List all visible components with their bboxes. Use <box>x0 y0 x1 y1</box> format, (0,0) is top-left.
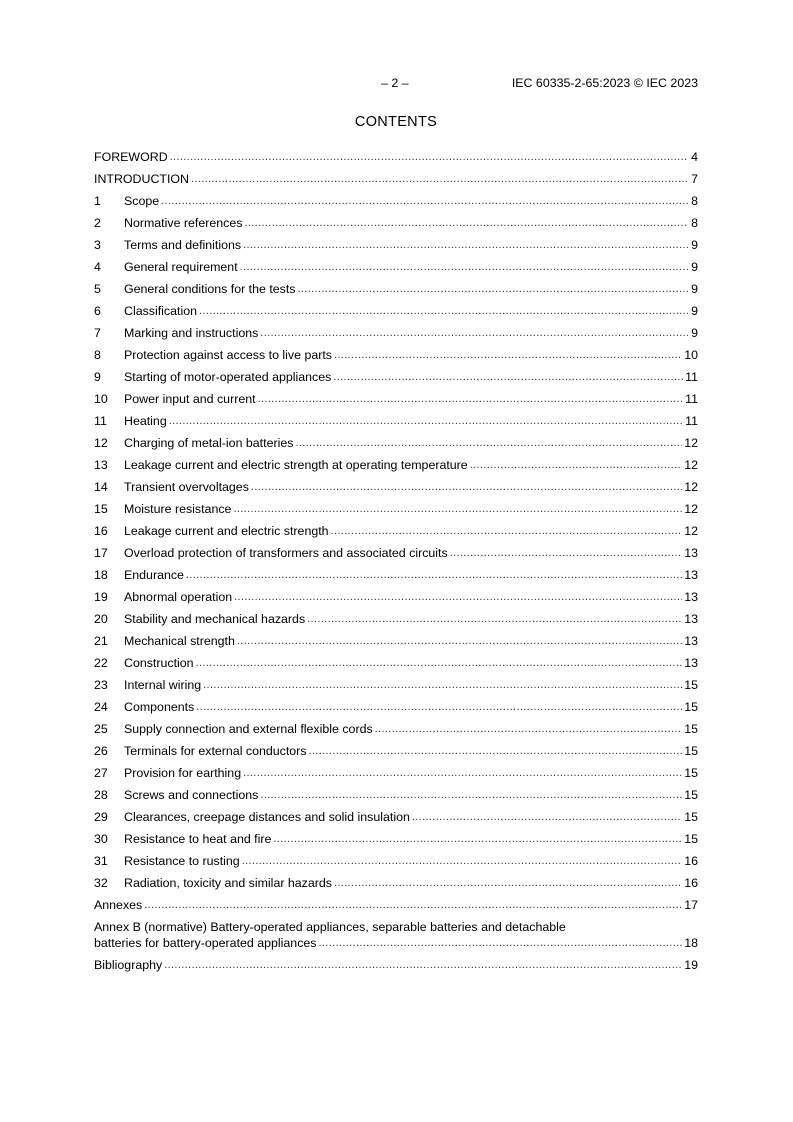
toc-entry-annexes[interactable] <box>94 893 698 915</box>
toc-entry-clause-7[interactable] <box>94 321 698 343</box>
toc-entry-number: 15 <box>94 502 108 516</box>
toc-entry-number: 31 <box>94 854 108 868</box>
table-of-contents <box>94 145 698 975</box>
toc-entry-label: General requirement <box>124 260 238 274</box>
toc-entry-clause-13[interactable] <box>94 453 698 475</box>
toc-entry-label: Power input and current <box>124 392 256 406</box>
toc-entry-label: Internal wiring <box>124 678 202 692</box>
toc-entry-number: 8 <box>94 348 101 362</box>
toc-entry-page: 15 <box>684 722 698 736</box>
toc-entry-clause-15[interactable] <box>94 497 698 519</box>
toc-entry-number: 6 <box>94 304 101 318</box>
toc-entry-number: 23 <box>94 678 108 692</box>
toc-entry-number: 1 <box>94 194 101 208</box>
toc-entry-label: Stability and mechanical hazards <box>124 612 306 626</box>
toc-entry-page: 18 <box>684 936 698 950</box>
toc-entry-page: 13 <box>684 634 698 648</box>
dot-leader <box>470 457 683 473</box>
page-number: – 2 – <box>381 76 409 90</box>
toc-entry-label: Transient overvoltages <box>124 480 249 494</box>
toc-entry-clause-19[interactable] <box>94 585 698 607</box>
toc-entry-page: 16 <box>684 854 698 868</box>
toc-entry-label: Normative references <box>124 216 243 230</box>
toc-entry-number: 25 <box>94 722 108 736</box>
toc-entry-number: 26 <box>94 744 108 758</box>
toc-entry-introduction[interactable] <box>94 167 698 189</box>
toc-entry-label: Charging of metal-ion batteries <box>124 436 294 450</box>
toc-entry-number: 17 <box>94 546 108 560</box>
toc-entry-page: 13 <box>684 612 698 626</box>
toc-entry-label: Classification <box>124 304 197 318</box>
toc-entry-clause-24[interactable] <box>94 695 698 717</box>
toc-entry-number: 13 <box>94 458 108 472</box>
toc-entry-label: Endurance <box>124 568 184 582</box>
toc-entry-label: Terminals for external conductors <box>124 744 307 758</box>
dot-leader <box>237 633 682 649</box>
toc-entry-label: Screws and connections <box>124 788 259 802</box>
toc-entry-page: 16 <box>684 876 698 890</box>
toc-entry-page: 13 <box>684 656 698 670</box>
toc-entry-clause-22[interactable] <box>94 651 698 673</box>
toc-entry-label: Overload protection of transformers and associated circuits <box>124 546 448 560</box>
page-title: CONTENTS <box>354 114 438 130</box>
dot-leader <box>196 699 682 715</box>
dot-leader <box>334 875 682 891</box>
dot-leader <box>199 303 688 319</box>
dot-leader <box>450 545 683 561</box>
dot-leader <box>251 479 682 495</box>
toc-entry-label: Components <box>124 700 195 714</box>
dot-leader <box>196 655 683 671</box>
toc-entry-number: 2 <box>94 216 101 230</box>
toc-entry-number: 7 <box>94 326 101 340</box>
toc-entry-page: 9 <box>691 282 698 296</box>
toc-entry-number: 28 <box>94 788 108 802</box>
toc-entry-page: 15 <box>684 678 698 692</box>
toc-clause-list <box>94 189 698 893</box>
toc-entry-label: General conditions for the tests <box>124 282 296 296</box>
toc-entry-label-line1: Annex B (normative) Battery-operated appliances, separable batteries and detachable <box>94 920 566 934</box>
toc-entry-clause-2[interactable] <box>94 211 698 233</box>
toc-entry-clause-4[interactable] <box>94 255 698 277</box>
toc-entry-label: Construction <box>124 656 194 670</box>
toc-entry-clause-17[interactable] <box>94 541 698 563</box>
toc-entry-clause-25[interactable] <box>94 717 698 739</box>
toc-entry-label: Bibliography <box>94 958 163 972</box>
toc-entry-clause-5[interactable] <box>94 277 698 299</box>
dot-leader <box>331 523 683 539</box>
toc-entry-number: 20 <box>94 612 108 626</box>
dot-leader <box>186 567 682 583</box>
toc-entry-number: 32 <box>94 876 108 890</box>
toc-entry-page: 15 <box>684 700 698 714</box>
dot-leader <box>412 809 682 825</box>
toc-entry-clause-26[interactable] <box>94 739 698 761</box>
toc-entry-page: 13 <box>684 546 698 560</box>
toc-entry-label: Marking and instructions <box>124 326 259 340</box>
dot-leader <box>318 935 682 951</box>
toc-entry-number: 3 <box>94 238 101 252</box>
toc-entry-label: Starting of motor-operated appliances <box>124 370 332 384</box>
dot-leader <box>258 391 684 407</box>
dot-leader <box>144 897 682 913</box>
dot-leader <box>298 281 689 297</box>
toc-entry-label: Resistance to heat and fire <box>124 832 272 846</box>
toc-entry-label: Protection against access to live parts <box>124 348 332 362</box>
dot-leader <box>273 831 682 847</box>
toc-entry-page: 9 <box>691 304 698 318</box>
dot-leader <box>191 171 688 187</box>
toc-entry-page: 15 <box>684 766 698 780</box>
toc-entry-page: 7 <box>691 172 698 186</box>
toc-entry-page: 13 <box>684 590 698 604</box>
toc-entry-label: Resistance to rusting <box>124 854 240 868</box>
toc-entry-clause-32[interactable] <box>94 871 698 893</box>
toc-entry-page: 9 <box>691 260 698 274</box>
toc-entry-page: 9 <box>691 238 698 252</box>
toc-entry-number: 16 <box>94 524 108 538</box>
dot-leader <box>234 589 682 605</box>
dot-leader <box>309 743 683 759</box>
toc-entry-label: Abnormal operation <box>124 590 233 604</box>
toc-entry-label: Clearances, creepage distances and solid insulation <box>124 810 410 824</box>
toc-entry-number: 9 <box>94 370 101 384</box>
toc-entry-page: 11 <box>685 370 698 384</box>
toc-entry-page: 12 <box>684 524 698 538</box>
dot-leader <box>170 149 688 165</box>
toc-entry-number: 12 <box>94 436 108 450</box>
toc-entry-clause-18[interactable] <box>94 563 698 585</box>
toc-entry-page: 15 <box>684 788 698 802</box>
page-header <box>94 76 698 92</box>
toc-entry-number: 14 <box>94 480 108 494</box>
dot-leader <box>260 787 682 803</box>
toc-entry-clause-30[interactable] <box>94 827 698 849</box>
dot-leader <box>244 215 688 231</box>
toc-entry-clause-9[interactable] <box>94 365 698 387</box>
toc-entry-page: 12 <box>684 480 698 494</box>
toc-entry-clause-27[interactable] <box>94 761 698 783</box>
toc-entry-label: INTRODUCTION <box>94 172 189 186</box>
toc-entry-number: 29 <box>94 810 108 824</box>
toc-entry-clause-31[interactable] <box>94 849 698 871</box>
dot-leader <box>203 677 682 693</box>
dot-leader <box>242 853 683 869</box>
toc-entry-number: 30 <box>94 832 108 846</box>
toc-entry-page: 11 <box>685 392 698 406</box>
toc-entry-label: Moisture resistance <box>124 502 232 516</box>
toc-entry-clause-12[interactable] <box>94 431 698 453</box>
toc-entry-page: 12 <box>684 436 698 450</box>
dot-leader <box>243 237 688 253</box>
toc-entry-number: 18 <box>94 568 108 582</box>
toc-entry-label: Provision for earthing <box>124 766 242 780</box>
toc-entry-page: 19 <box>684 958 698 972</box>
dot-leader <box>243 765 682 781</box>
toc-entry-page: 15 <box>684 744 698 758</box>
toc-entry-clause-10[interactable] <box>94 387 698 409</box>
toc-entry-label: Scope <box>124 194 160 208</box>
dot-leader <box>334 347 682 363</box>
dot-leader <box>375 721 683 737</box>
dot-leader <box>164 957 682 973</box>
toc-entry-clause-1[interactable] <box>94 189 698 211</box>
toc-entry-page: 4 <box>691 150 698 164</box>
toc-entry-label: Heating <box>124 414 167 428</box>
toc-entry-clause-23[interactable] <box>94 673 698 695</box>
toc-entry-page: 9 <box>691 326 698 340</box>
toc-entry-label: Leakage current and electric strength <box>124 524 329 538</box>
toc-entry-number: 19 <box>94 590 108 604</box>
toc-entry-number: 10 <box>94 392 108 406</box>
toc-entry-annex-b[interactable] <box>94 915 698 953</box>
dot-leader <box>333 369 683 385</box>
toc-entry-clause-21[interactable] <box>94 629 698 651</box>
toc-entry-clause-6[interactable] <box>94 299 698 321</box>
toc-entry-label: Mechanical strength <box>124 634 235 648</box>
toc-entry-page: 17 <box>684 898 698 912</box>
toc-entry-clause-8[interactable] <box>94 343 698 365</box>
toc-entry-page: 8 <box>691 194 698 208</box>
toc-entry-clause-28[interactable] <box>94 783 698 805</box>
dot-leader <box>161 193 688 209</box>
toc-entry-foreword[interactable] <box>94 145 698 167</box>
toc-entry-number: 4 <box>94 260 101 274</box>
toc-entry-label: Supply connection and external flexible cords <box>124 722 373 736</box>
toc-entry-page: 15 <box>684 832 698 846</box>
toc-entry-number: 24 <box>94 700 108 714</box>
toc-entry-page: 8 <box>691 216 698 230</box>
toc-entry-clause-3[interactable] <box>94 233 698 255</box>
toc-entry-number: 5 <box>94 282 101 296</box>
toc-entry-clause-11[interactable] <box>94 409 698 431</box>
dot-leader <box>169 413 683 429</box>
dot-leader <box>260 325 688 341</box>
toc-entry-label: Annexes <box>94 898 143 912</box>
toc-entry-page: 10 <box>684 348 698 362</box>
toc-entry-page: 12 <box>684 458 698 472</box>
dot-leader <box>233 501 682 517</box>
toc-entry-page: 12 <box>684 502 698 516</box>
dot-leader <box>295 435 682 451</box>
dot-leader <box>307 611 682 627</box>
toc-entry-label-line2: batteries for battery-operated appliances <box>94 936 317 950</box>
toc-entry-clause-14[interactable] <box>94 475 698 497</box>
toc-entry-bibliography[interactable] <box>94 953 698 975</box>
toc-entry-page: 15 <box>684 810 698 824</box>
dot-leader <box>240 259 688 275</box>
toc-entry-clause-20[interactable] <box>94 607 698 629</box>
toc-entry-page: 11 <box>685 414 698 428</box>
toc-entry-number: 22 <box>94 656 108 670</box>
document-reference: IEC 60335-2-65:2023 © IEC 2023 <box>511 76 698 90</box>
toc-entry-label: Radiation, toxicity and similar hazards <box>124 876 332 890</box>
toc-entry-number: 27 <box>94 766 108 780</box>
toc-entry-label: Terms and definitions <box>124 238 242 252</box>
toc-entry-label: Leakage current and electric strength at operating temperature <box>124 458 468 472</box>
toc-entry-number: 21 <box>94 634 108 648</box>
toc-entry-clause-16[interactable] <box>94 519 698 541</box>
toc-entry-number: 11 <box>94 414 107 428</box>
toc-entry-label: FOREWORD <box>94 150 168 164</box>
toc-entry-page: 13 <box>684 568 698 582</box>
toc-entry-clause-29[interactable] <box>94 805 698 827</box>
